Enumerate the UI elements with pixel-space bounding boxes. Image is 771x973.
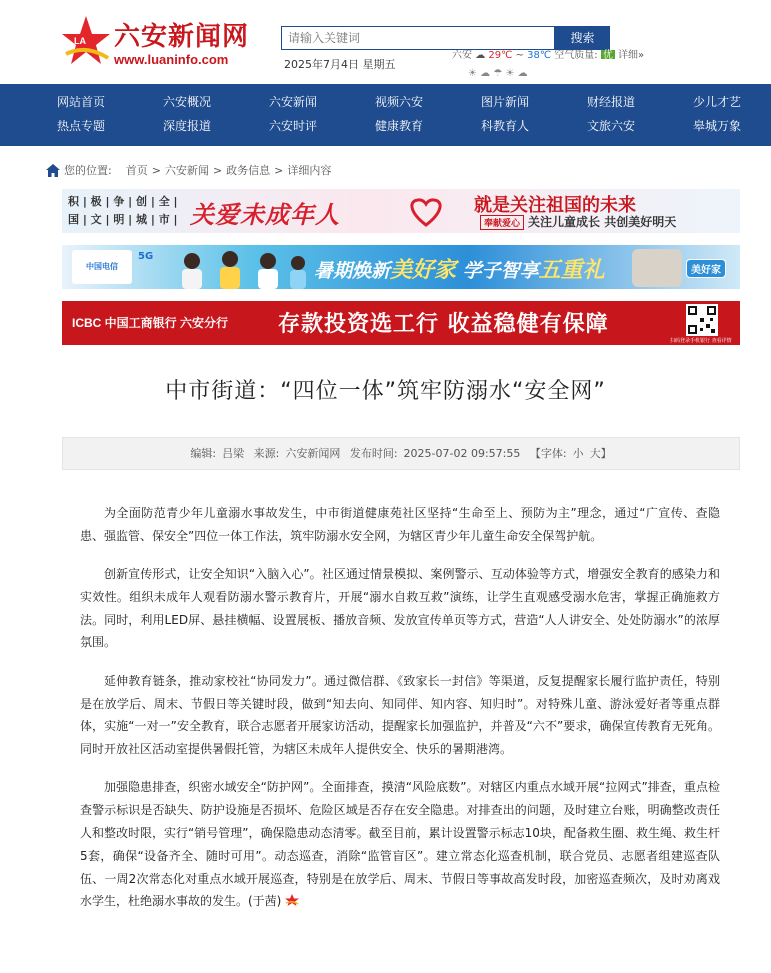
breadcrumb-separator: > [151,163,161,177]
banner-civilization-subline [480,213,676,230]
nav-item[interactable]: 热点专题 [56,119,105,133]
breadcrumb-separator: > [274,163,284,177]
meta-time: 2025-07-02 09:57:55 [403,447,521,460]
nav-item[interactable]: 文旅六安 [586,119,635,133]
phone-product-icon [632,249,682,287]
weather-forecast-icons: ☀ ☁ ☂ ☀ ☁ [468,68,528,77]
weather-aqi: 优 [602,50,613,59]
breadcrumb-separator: > [212,163,223,177]
article-paragraph: 创新宣传形式，让安全知识“入脑入心”。社区通过情景模拟、案例警示、互动体验等方式，增强安全教育的感染力和实效性。组织未成年人观看防溺水警示教育片，开展“溺水自救互救”演练，让学生直观感受溺水危害，掌握正确施救方法。同时，利用LED屏、悬挂横幅、设置展板、播放音频、发放宣传单页等方式，营造“人人讲安全、处处防溺水”的浓厚氛围。 [80,567,720,650]
site-logo[interactable] [60,14,250,72]
weather-icon: ☁ [475,50,486,59]
logo-text: 六安新闻网 [114,22,250,52]
telecom-slogan [314,253,605,284]
banner-telecom[interactable] [62,245,740,289]
telecom-slogan-part-c: 学子智享 [456,260,539,282]
breadcrumb-news[interactable]: 六安新闻 [164,164,209,177]
nav-item[interactable]: 少儿才艺 [692,95,741,109]
nav-item[interactable]: 财经报道 [586,95,635,109]
nav-item[interactable]: 深度报道 [162,119,211,133]
nav-grid [28,90,771,138]
meta-time-label: 发布时间: [349,447,398,460]
telecom-tag: 美好家 [686,259,726,278]
banner-civilization-headline: 就是关注祖国的未来 [474,195,636,216]
heart-icon [406,197,446,227]
telecom-logo: 中国电信 [72,250,132,284]
icbc-logo: ICBC 中国工商银行 六安分行 [72,316,229,330]
nav-item[interactable]: 皋城万象 [692,119,741,133]
weather-widget: 六安 ☁ 29℃ ~ 38℃ 空气质量: 优 详细» [452,50,645,59]
banner-civilization-left [68,193,178,229]
weather-forecast-strip [468,68,771,77]
qr-code-icon [686,304,718,336]
telecom-slogan-part-a: 暑期焕新 [314,260,391,282]
telecom-slogan-part-b: 美好家 [390,258,457,283]
weather-detail-link[interactable]: 详细» [618,50,645,59]
search-button[interactable]: 搜索 [555,26,610,50]
nav-item[interactable]: 六安时评 [268,119,317,133]
banner-civilization-line2: 国 | 文 | 明 | 城 | 市 | [68,213,178,226]
weather-city: 六安 [452,50,472,59]
nav-item[interactable]: 六安概况 [162,95,211,109]
current-date: 2025年7月4日 星期五 [284,58,396,71]
children-illustration-icon [170,249,310,289]
logo-url: www.luaninfo.com [114,52,229,67]
article-meta [62,437,740,470]
article-title: 中市街道：“四位一体”筑牢防溺水“安全网” [165,379,606,404]
banner-civilization-subtext: 关注儿童成长 共创美好明天 [528,215,677,229]
banner-civilization[interactable] [62,189,740,233]
nav-item[interactable]: 六安新闻 [268,95,317,109]
main-nav [0,84,771,146]
article-paragraph [80,776,720,913]
breadcrumb-label: 您的位置: [64,164,112,177]
banner-civilization-line1: 积 | 极 | 争 | 创 | 全 | [68,195,178,208]
icbc-slogan: 存款投资选工行 收益稳健有保障 [278,312,609,337]
nav-item[interactable]: 科教育人 [480,119,529,133]
telecom-5g-badge: 5G [138,251,154,262]
star-logo-icon [60,14,112,70]
article-paragraph: 为全面防范青少年儿童溺水事故发生，中市街道健康苑社区坚持“生命至上、预防为主”理念，通过“广宣传、查隐患、强监管、保安全”四位一体工作法，筑牢防溺水安全网，为辖区青少年儿童生命安全保驾护航。 [80,506,720,543]
nav-item[interactable]: 图片新闻 [480,95,529,109]
meta-source-label: 来源: [253,447,280,460]
home-icon [46,164,60,177]
breadcrumb-current: 详细内容 [287,164,332,177]
site-star-icon [285,894,299,906]
meta-source: 六安新闻网 [285,447,341,460]
breadcrumb [46,162,331,178]
banner-civilization-slogan: 关爱未成年人 [190,200,340,229]
nav-item[interactable]: 网站首页 [56,95,105,109]
banner-icbc[interactable] [62,301,740,345]
article-body [80,502,720,929]
icbc-qr-note: 扫码登录手机银行 查看详情 [670,338,732,344]
weather-aqi-label: 空气质量: [554,50,598,59]
svg-text:LA: LA [74,36,86,46]
font-small-button[interactable]: 小 [572,447,584,460]
weather-temp-high: 29℃ [488,50,513,59]
article-paragraph: 延伸教育链条，推动家校社“协同发力”。通过微信群、《致家长一封信》等渠道，反复提醒家长履行监护责任，特别是在放学后、周末、节假日等关键时段，做到“知去向、知同伴、知内容、知归时”。对特殊儿童、游泳爱好者等重点群体，实施“一对一”安全教育，联合志愿者开展家访活动，提醒家长加强监护，并普及“六不”要求，确保宣传教育无死角。同时开放社区活动室提供暑假托管，为辖区未成年人提供安全、快乐的暑期港湾。 [80,673,720,757]
breadcrumb-home[interactable]: 首页 [125,164,148,177]
weather-temp-low: 38℃ [527,50,552,59]
meta-editor-label: 编辑: [190,447,217,460]
nav-item[interactable]: 健康教育 [374,119,423,133]
article-paragraph-text: 加强隐患排查，织密水域安全“防护网”。全面排查，摸清“风险底数”。对辖区内重点水域开展“拉网式”排查，重点检查警示标识是否缺失、防护设施是否损坏、危险区域是否存在安全隐患。对排查出的问题，及时建立台账，明确整改责任人和整改时限，实行“销号管理”，确保隐患动态清零。截至目前，累计设置警示标志10块，配备救生圈、救生绳、救生杆5套，确保“设备齐全、随时可用”。动态巡查，消除“监管盲区”。建立常态化巡查机制，联合党员、志愿者组建巡查队伍、一周2次常态化对重点水域开展巡查，特别是在放学后、周末、节假日等事故高发时段，加密巡查频次，及时劝离戏水学生，杜绝溺水事故的发生。(于茜) [80,780,720,909]
breadcrumb-gov[interactable]: 政务信息 [226,164,271,177]
banner-civilization-tag: 奉献爱心 [480,215,524,230]
meta-font-label: 【字体: [529,447,567,460]
telecom-slogan-part-d: 五重礼 [538,258,605,283]
font-big-button[interactable]: 大】 [589,447,612,460]
site-header [0,0,771,82]
nav-item[interactable]: 视频六安 [374,95,423,109]
meta-editor: 吕梁 [222,447,245,460]
